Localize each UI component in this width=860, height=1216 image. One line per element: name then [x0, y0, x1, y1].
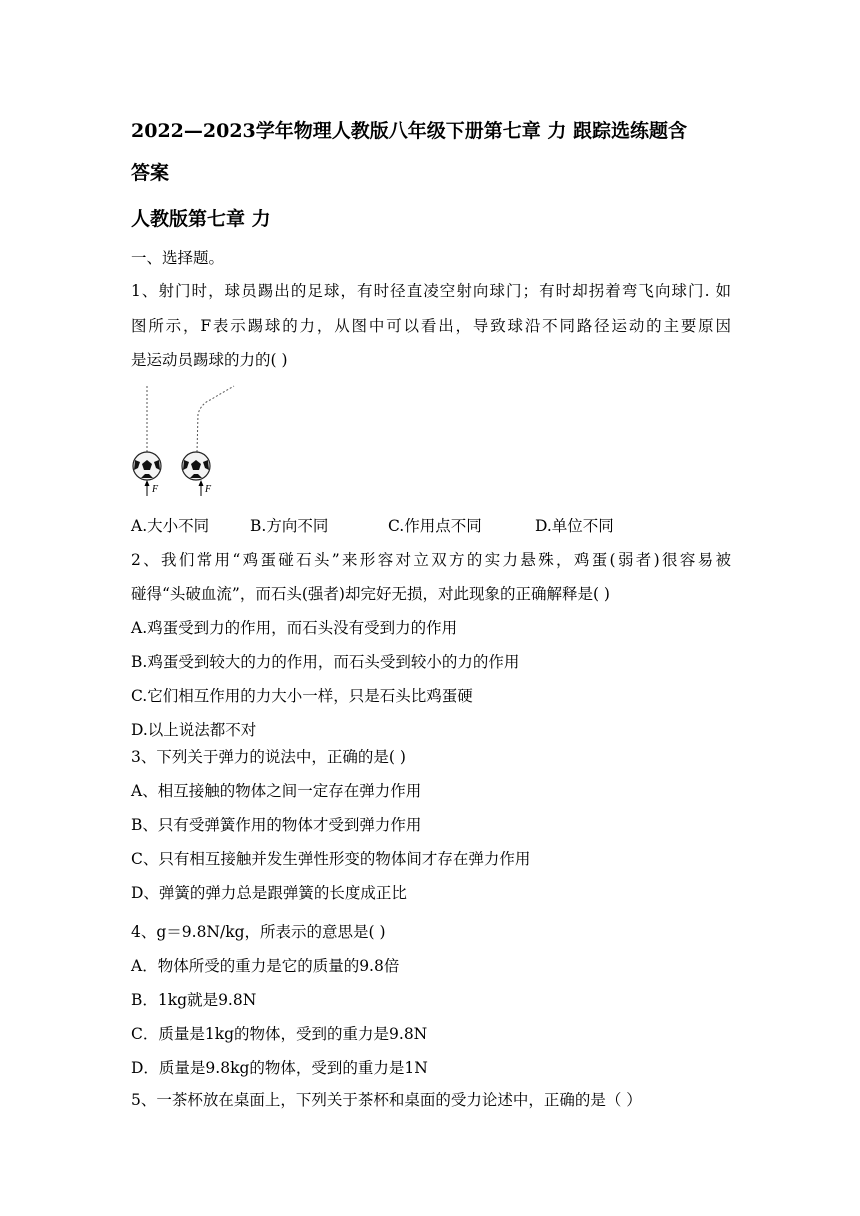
part-heading: 一、选择题。 — [131, 249, 225, 267]
q3-option-d: D、弹簧的弹力总是跟弹簧的长度成正比 — [131, 884, 407, 902]
document-title-line1: 2022—2023学年物理人教版八年级下册第七章 力 跟踪选练题含 — [131, 120, 687, 142]
q1-option-c: C.作用点不同 — [388, 517, 482, 535]
curved-path-line — [197, 386, 234, 452]
force-label-left: F — [152, 484, 159, 495]
q1-football-figure — [128, 382, 248, 502]
q4-option-d: D．质量是9.8kg的物体，受到的重力是1N — [131, 1059, 428, 1077]
football-right-icon — [182, 452, 210, 480]
q4-option-c: C．质量是1kg的物体，受到的重力是9.8N — [131, 1025, 428, 1043]
q2-option-b: B.鸡蛋受到较大的力的作用，而石头受到较小的力的作用 — [131, 653, 520, 671]
q1-stem-line1: 1、射门时，球员踢出的足球，有时径直凌空射向球门；有时却拐着弯飞向球门. 如 — [131, 282, 731, 300]
q2-stem-line2: 碰得“头破血流”，而石头(强者)却完好无损，对此现象的正确解释是( ) — [131, 585, 610, 603]
document-title-line2: 答案 — [131, 162, 170, 184]
q4-option-a: A．物体所受的重力是它的质量的9.8倍 — [131, 957, 400, 975]
q1-stem-line3: 是运动员踢球的力的( ) — [131, 351, 288, 369]
q1-stem-line2: 图所示，F表示踢球的力，从图中可以看出，导致球沿不同路径运动的主要原因 — [131, 317, 731, 335]
q3-option-c: C、只有相互接触并发生弹性形变的物体间才存在弹力作用 — [131, 850, 531, 868]
force-arrow-left-icon — [145, 480, 150, 496]
force-label-right: F — [205, 484, 212, 495]
q2-stem-line1: 2、我们常用“鸡蛋碰石头”来形容对立双方的实力悬殊，鸡蛋(弱者)很容易被 — [131, 551, 731, 569]
q3-option-a: A、相互接触的物体之间一定存在弹力作用 — [131, 782, 422, 800]
football-left-icon — [133, 452, 161, 480]
q4-stem: 4、g＝9.8N/kg，所表示的意思是( ) — [131, 923, 386, 941]
q5-stem: 5、一茶杯放在桌面上，下列关于茶杯和桌面的受力论述中，正确的是（ ） — [131, 1091, 642, 1109]
q3-option-b: B、只有受弹簧作用的物体才受到弹力作用 — [131, 816, 422, 834]
q2-option-c: C.它们相互作用的力大小一样，只是石头比鸡蛋硬 — [131, 687, 473, 705]
section-title: 人教版第七章 力 — [131, 208, 271, 230]
force-arrow-right-icon — [199, 480, 204, 496]
q1-option-a: A.大小不同 — [131, 517, 210, 535]
q4-option-b: B．1kg就是9.8N — [131, 991, 257, 1009]
q1-option-b: B.方向不同 — [250, 517, 329, 535]
q1-option-d: D.单位不同 — [535, 517, 614, 535]
q2-option-a: A.鸡蛋受到力的作用，而石头没有受到力的作用 — [131, 619, 458, 637]
q3-stem: 3、下列关于弹力的说法中，正确的是( ) — [131, 748, 406, 766]
q2-option-d: D.以上说法都不对 — [131, 721, 257, 739]
